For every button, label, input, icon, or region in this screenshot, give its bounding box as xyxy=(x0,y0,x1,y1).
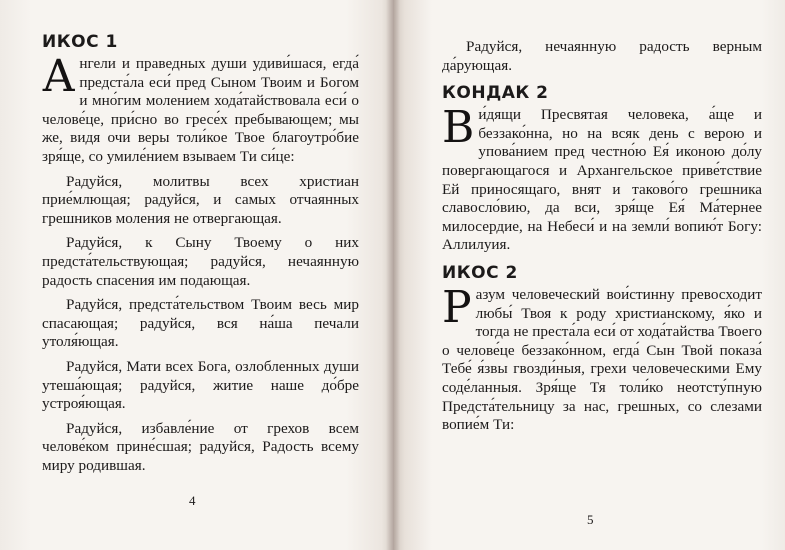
ikos-1-heading: ИКОС 1 xyxy=(42,32,118,52)
kondak-2-text: и́дящи Пресвятая человека, а́ще и беззако́нна, но на всяк день с верою и упова́нием пред честно́ю Ея́ иконою до́лу повергающагося и Архангельское приве́тствие Ей приносящаго, внят и таково́го грешника славосло́вию, да вси, зря́ще Ея́ Ма́тернее милосердие, на Небеси́ и на земли́ вопию́т Богу: Аллилуия. xyxy=(442,106,762,254)
continuation-paragraph: Радуйся, нечаянную радость верным да́рующая. xyxy=(442,38,762,74)
book-gutter xyxy=(386,0,400,550)
ikos-1-paragraph: Радуйся, предста́тельством Твоим весь мир спасающая; радуйся, вся на́ша печали утоля́ющая. xyxy=(42,296,359,351)
ikos-1-intro-text: нгели и праведных души удиви́шася, егда́ предста́ла еси́ пред Сыном Твоим и Богом и мно́гим молением хода́тайствовала еси́ о челове́це, при́сно во гресе́х пребывающем; мы же, видя очи веры толи́кое Твое благоутро́бие зря́ще, со умиле́нием взываем Ти си́це: xyxy=(42,55,359,165)
ikos-2-heading: ИКОС 2 xyxy=(442,262,518,283)
ikos-1-paragraph: Радуйся, избавле́ние от грехов всем челове́ком прине́сшая; радуйся, Радость всему миру родившая. xyxy=(42,419,359,474)
drop-cap-initial: А xyxy=(42,51,76,102)
page-number-left: 4 xyxy=(189,493,196,508)
kondak-2-heading: КОНДАК 2 xyxy=(442,83,549,104)
ikos-1-paragraph: Радуйся, Мати всех Бога, озлобленных души утеша́ющая; радуйся, житие наше до́бре устроя́ющая. xyxy=(42,357,359,413)
kondak-2-text-block xyxy=(442,102,762,255)
ikos-2-text: азум человеческий вои́стинну превосходит любы́ Твоя к роду христианскому, я́ко и тогда не преста́ла еси́ от хода́тайства Твоего о челове́це беззако́нном, егда́ Сын Твой показа́ Тебе́ я́звы гвозди́ныя, грехи человеческими Ему соде́ланныя. Зря́ще Тя толи́ко неотсту́пную Предста́тельницу за нас, грешных, со слезами вопие́м Ти: xyxy=(442,285,762,434)
page-number-right: 5 xyxy=(587,512,594,527)
ikos-2-text-block xyxy=(442,281,762,435)
drop-cap-initial: В xyxy=(442,102,475,154)
right-page xyxy=(393,0,785,550)
ikos-1-intro xyxy=(42,51,359,167)
drop-cap-initial: Р xyxy=(442,281,472,333)
right-text-column xyxy=(442,38,762,441)
ikos-1-paragraph: Радуйся, к Сыну Твоему о них предста́тельствующая; радуйся, нечаянную радость спасения им подающая. xyxy=(42,234,359,289)
left-text-column xyxy=(42,28,359,481)
ikos-1-paragraph: Радуйся, молитвы всех христиан прие́млющая; радуйся, и самых отчаянных грешников моления не отвергающая. xyxy=(42,172,359,227)
